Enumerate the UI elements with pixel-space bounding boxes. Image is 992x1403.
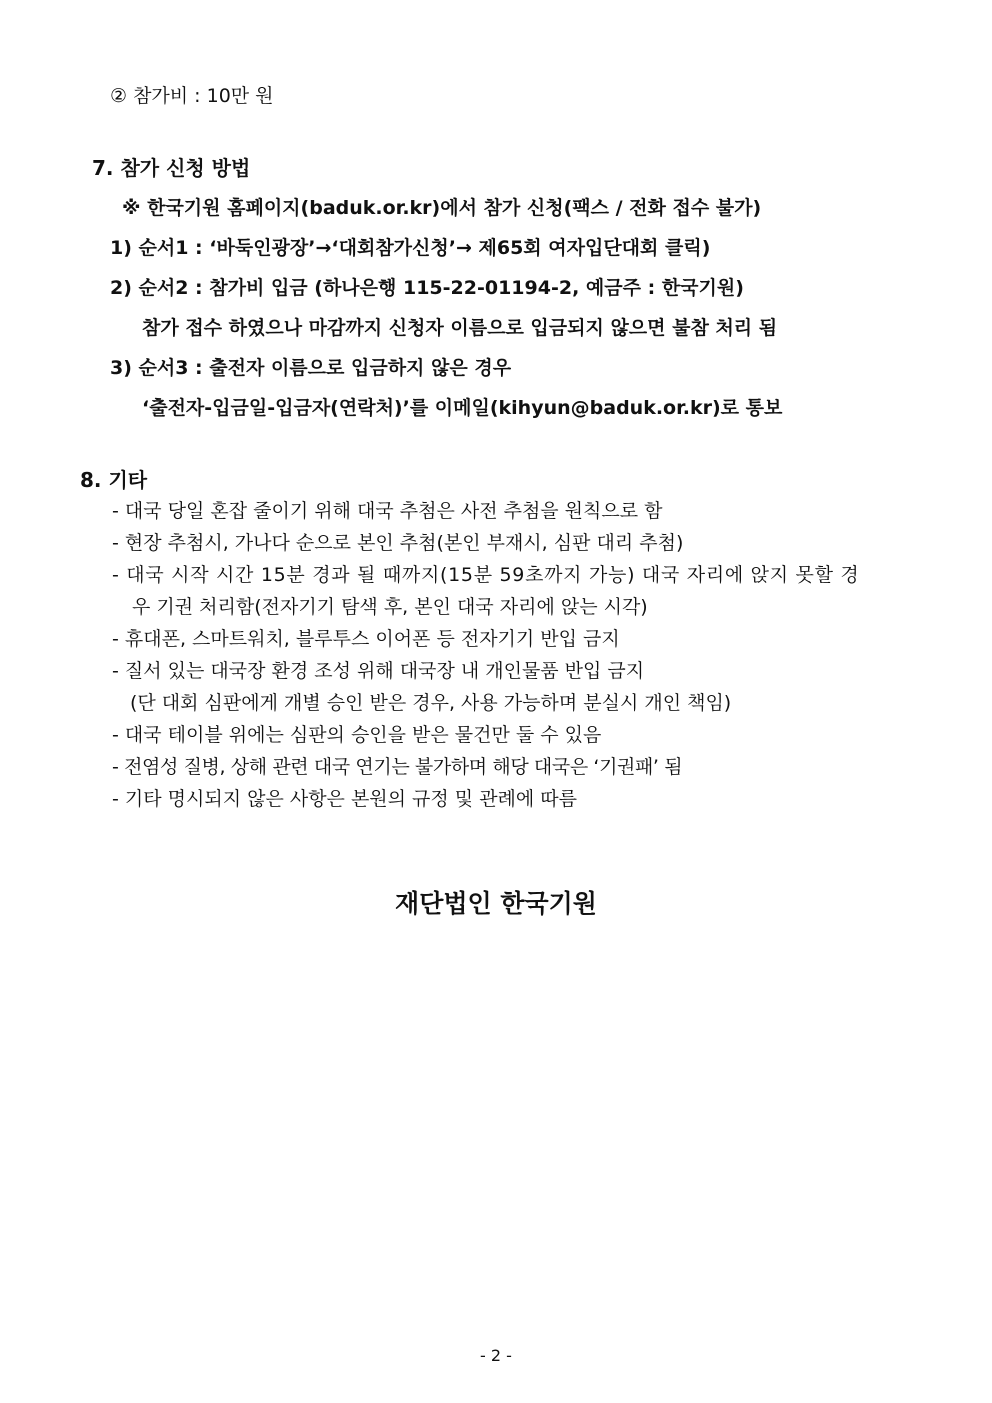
section-8-heading: 8. 기타 bbox=[80, 468, 148, 492]
step-2-detail: 참가 접수 하였으나 마감까지 신청자 이름으로 입금되지 않으면 불참 처리 됨 bbox=[142, 317, 778, 339]
list-item-continuation: 우 기권 처리함(전자기기 탐색 후, 본인 대국 자리에 앉는 시각) bbox=[132, 596, 648, 618]
list-item-continuation: (단 대회 심판에게 개별 승인 받은 경우, 사용 가능하며 분실시 개인 책임) bbox=[130, 692, 732, 714]
list-item: - 휴대폰, 스마트워치, 블루투스 이어폰 등 전자기기 반입 금지 bbox=[112, 628, 620, 650]
list-item: - 질서 있는 대국장 환경 조성 위해 대국장 내 개인물품 반입 금지 bbox=[112, 660, 645, 682]
application-note: ※ 한국기원 홈페이지(baduk.or.kr)에서 참가 신청(팩스 / 전화 접수 불가) bbox=[122, 197, 762, 219]
list-item: - 기타 명시되지 않은 사항은 본원의 규정 및 관례에 따름 bbox=[112, 788, 578, 810]
step-3: 3) 순서3 : 출전자 이름으로 입금하지 않은 경우 bbox=[110, 357, 512, 379]
step-1: 1) 순서1 : ‘바둑인광장’→‘대회참가신청’→ 제65회 여자입단대회 클릭) bbox=[110, 237, 711, 259]
fee-line: ② 참가비 : 10만 원 bbox=[110, 85, 274, 107]
organization-name: 재단법인 한국기원 bbox=[395, 889, 597, 918]
list-item: - 대국 당일 혼잡 줄이기 위해 대국 추첨은 사전 추첨을 원칙으로 함 bbox=[112, 500, 663, 522]
section-7-heading: 7. 참가 신청 방법 bbox=[92, 156, 251, 180]
list-item: - 대국 시작 시간 15분 경과 될 때까지(15분 59초까지 가능) 대국 자리에 앉지 못할 경 bbox=[112, 564, 860, 586]
step-3-detail: ‘출전자-입금일-입금자(연락처)’를 이메일(kihyun@baduk.or.kr)로 통보 bbox=[142, 397, 783, 419]
page-number: - 2 - bbox=[480, 1346, 512, 1365]
step-2: 2) 순서2 : 참가비 입금 (하나은행 115-22-01194-2, 예금주 : 한국기원) bbox=[110, 277, 744, 299]
list-item: - 대국 테이블 위에는 심판의 승인을 받은 물건만 둘 수 있음 bbox=[112, 724, 602, 746]
list-item: - 현장 추첨시, 가나다 순으로 본인 추첨(본인 부재시, 심판 대리 추첨) bbox=[112, 532, 684, 554]
list-item: - 전염성 질병, 상해 관련 대국 연기는 불가하며 해당 대국은 ‘기권패’ 됨 bbox=[112, 756, 683, 778]
